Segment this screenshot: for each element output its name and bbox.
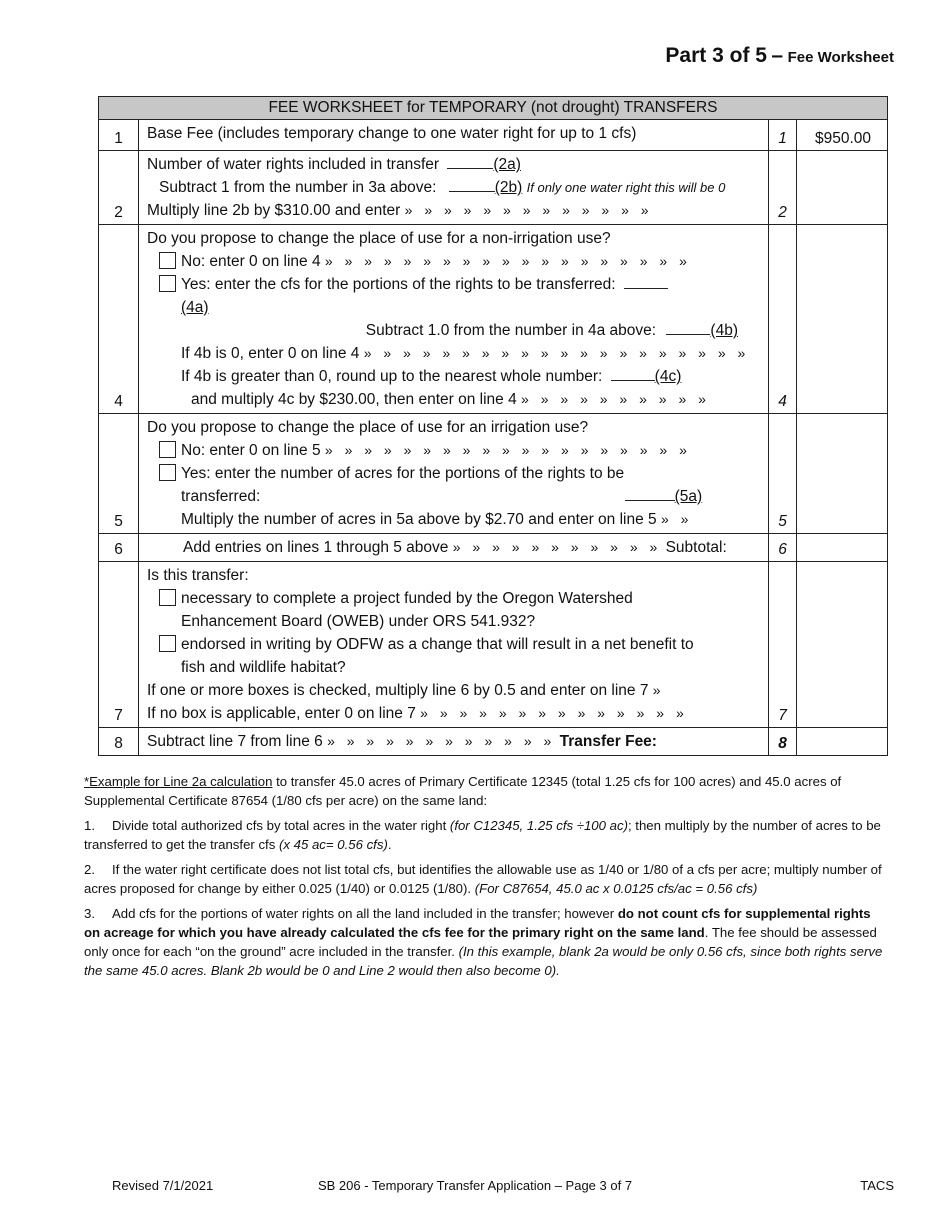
worksheet-row-1 bbox=[99, 120, 888, 151]
no-irrigation-checkbox[interactable] bbox=[159, 441, 176, 458]
row-number: 8 bbox=[99, 728, 139, 756]
footer-page-info: SB 206 - Temporary Transfer Application – Page 3 of 7 bbox=[317, 1178, 633, 1193]
part-label: Part 3 of 5 bbox=[665, 44, 767, 67]
non-irrigation-question: Do you propose to change the place of use for a non-irrigation use? bbox=[147, 230, 611, 247]
worksheet-title-row bbox=[99, 97, 888, 120]
example-label: *Example for Line 2a calculation bbox=[84, 774, 273, 789]
row-number: 1 bbox=[99, 120, 139, 151]
label-5a: (5a) bbox=[674, 488, 703, 505]
line-7-amount[interactable] bbox=[797, 562, 888, 728]
note-1: 1. Divide total authorized cfs by total acres in the water right (for C12345, 1.25 cfs ÷100 ac); then multiply by the number of acres to be transferred to get the transfer cfs (x 45 ac= 0.56 cfs). bbox=[84, 818, 881, 852]
blank-2a-field[interactable] bbox=[447, 153, 493, 169]
chevron-leader: » » » » » » » » » » » » » » bbox=[420, 705, 688, 721]
no-non-irrigation-checkbox[interactable] bbox=[159, 252, 176, 269]
line-ref: 4 bbox=[769, 225, 797, 414]
label-4b: (4b) bbox=[710, 322, 738, 339]
worksheet-title: FEE WORKSHEET for TEMPORARY (not drought) TRANSFERS bbox=[99, 97, 888, 120]
chevron-leader: » » » » » » » » » » » » » » » » » » » » bbox=[363, 345, 750, 361]
example-text: to transfer 45.0 acres of Primary Certificate 12345 (total 1.25 cfs for 100 acres) and 45.0 acres of Supplemental Certificate 87654 (1/80 cfs per acre) on the same land: bbox=[84, 774, 842, 808]
chevron-leader: » » bbox=[660, 511, 693, 527]
no-option-label: No: enter 0 on line 4 bbox=[181, 253, 321, 270]
transfer-fee-amount[interactable] bbox=[797, 728, 888, 756]
line-2-amount[interactable] bbox=[797, 151, 888, 225]
yes-irrigation-checkbox[interactable] bbox=[159, 464, 176, 481]
blank-5a-field[interactable] bbox=[625, 485, 675, 501]
oweb-label-cont: Enhancement Board (OWEB) under ORS 541.932? bbox=[181, 613, 536, 630]
example-notes bbox=[84, 772, 890, 986]
base-fee-amount: $950.00 bbox=[797, 120, 888, 151]
none-instruction: If no box is applicable, enter 0 on line 7 bbox=[147, 705, 416, 722]
transfer-fee-label: Transfer Fee: bbox=[559, 733, 657, 750]
blank-2b-field[interactable] bbox=[449, 176, 495, 192]
subtotal-label: Subtotal: bbox=[665, 539, 727, 556]
odfw-checkbox[interactable] bbox=[159, 635, 176, 652]
oweb-label: necessary to complete a project funded by the Oregon Watershed bbox=[181, 590, 633, 607]
line-ref: 8 bbox=[769, 728, 797, 756]
line-4-amount[interactable] bbox=[797, 225, 888, 414]
chevron-leader: » » » » » » » » » » » » » » » » » » » bbox=[324, 253, 691, 269]
part-subtitle: Fee Worksheet bbox=[787, 49, 894, 66]
oweb-checkbox[interactable] bbox=[159, 589, 176, 606]
water-rights-count-label: Number of water rights included in transfer bbox=[147, 156, 440, 173]
multiply-4c-label: and multiply 4c by $230.00, then enter on line 4 bbox=[191, 391, 517, 408]
row-number: 7 bbox=[99, 562, 139, 728]
row-number: 4 bbox=[99, 225, 139, 414]
worksheet-row-6 bbox=[99, 534, 888, 562]
note-3: 3. Add cfs for the portions of water rights on all the land included in the transfer; however do not count cfs for supplemental rights on acreage for which you have already calculated the cfs fee for the primary right on the same land. The fee should be assessed only once for each “on the ground” acre included in the transfer. (In this example, blank 2a would be only 0.56 cfs, since both rights serve the same 45.0 acres. Blank 2b would be 0 and Line 2 would then also become 0). bbox=[84, 906, 883, 978]
worksheet-row-7 bbox=[99, 562, 888, 728]
note-2b: If only one water right this will be 0 bbox=[526, 180, 726, 195]
chevron-leader: » bbox=[652, 682, 665, 698]
irrigation-question: Do you propose to change the place of use for an irrigation use? bbox=[147, 419, 589, 436]
if-4b-greater-label: If 4b is greater than 0, round up to the nearest whole number: bbox=[181, 368, 603, 385]
blank-4a-field[interactable] bbox=[624, 273, 668, 289]
chevron-leader: » » » » » » » » » » » bbox=[452, 539, 662, 555]
yes-option-label: Yes: enter the number of acres for the portions of the rights to be bbox=[181, 465, 625, 482]
worksheet-row-2 bbox=[99, 151, 888, 225]
line-ref: 5 bbox=[769, 414, 797, 534]
chevron-leader: » » » » » » » » » » » » bbox=[327, 733, 556, 749]
subtract-one-label: Subtract 1 from the number in 3a above: bbox=[159, 179, 437, 196]
add-entries-label: Add entries on lines 1 through 5 above bbox=[183, 539, 449, 556]
label-4c: (4c) bbox=[654, 368, 682, 385]
odfw-label: endorsed in writing by ODFW as a change that will result in a net benefit to bbox=[181, 636, 694, 653]
line-ref: 7 bbox=[769, 562, 797, 728]
row-number: 5 bbox=[99, 414, 139, 534]
part-header bbox=[665, 44, 894, 68]
chevron-leader: » » » » » » » » » » » » » » » » » » » bbox=[324, 442, 691, 458]
odfw-label-cont: fish and wildlife habitat? bbox=[181, 659, 346, 676]
footer-revised: Revised 7/1/2021 bbox=[112, 1178, 214, 1193]
base-fee-text: Base Fee (includes temporary change to one water right for up to 1 cfs) bbox=[147, 125, 637, 142]
row-number: 2 bbox=[99, 151, 139, 225]
no-option-label: No: enter 0 on line 5 bbox=[181, 442, 321, 459]
note-2: 2. If the water right certificate does not list total cfs, but identifies the allowable use as 1/40 or 1/80 of a cfs per acre; multiply number of acres proposed for change by either 0.025 (1/40) or 0.0125 (1/80). (For C87654, 45.0 ac x 0.0125 cfs/ac = 0.56 cfs) bbox=[84, 862, 882, 896]
line-6-amount[interactable] bbox=[797, 534, 888, 562]
blank-4c-field[interactable] bbox=[611, 365, 655, 381]
line-5-amount[interactable] bbox=[797, 414, 888, 534]
label-2b: (2b) bbox=[494, 179, 523, 196]
transferred-label: transferred: bbox=[181, 488, 261, 505]
yes-option-label: Yes: enter the cfs for the portions of the rights to be transferred: bbox=[181, 276, 616, 293]
multiply-5a-label: Multiply the number of acres in 5a above by $2.70 and enter on line 5 bbox=[181, 511, 657, 528]
worksheet-row-4 bbox=[99, 225, 888, 414]
chevron-leader: » » » » » » » » » » bbox=[521, 391, 710, 407]
checked-instruction: If one or more boxes is checked, multiply line 6 by 0.5 and enter on line 7 bbox=[147, 682, 649, 699]
fee-worksheet-table bbox=[98, 96, 888, 756]
subtract-4a-label: Subtract 1.0 from the number in 4a above: bbox=[365, 322, 657, 339]
row-number: 6 bbox=[99, 534, 139, 562]
line-ref: 6 bbox=[769, 534, 797, 562]
subtract-line7-label: Subtract line 7 from line 6 bbox=[147, 733, 323, 750]
part-dash: – bbox=[771, 44, 784, 67]
chevron-leader: » » » » » » » » » » » » » bbox=[404, 202, 653, 218]
worksheet-row-8 bbox=[99, 728, 888, 756]
blank-4b-field[interactable] bbox=[666, 319, 710, 335]
label-4a: (4a) bbox=[181, 299, 209, 316]
footer-code: TACS bbox=[860, 1178, 894, 1193]
worksheet-row-5 bbox=[99, 414, 888, 534]
line-ref: 2 bbox=[769, 151, 797, 225]
yes-non-irrigation-checkbox[interactable] bbox=[159, 275, 176, 292]
transfer-question: Is this transfer: bbox=[147, 567, 249, 584]
multiply-2b-label: Multiply line 2b by $310.00 and enter bbox=[147, 202, 401, 219]
label-2a: (2a) bbox=[493, 156, 521, 173]
line-ref: 1 bbox=[769, 120, 797, 151]
if-4b-zero-label: If 4b is 0, enter 0 on line 4 bbox=[181, 345, 360, 362]
